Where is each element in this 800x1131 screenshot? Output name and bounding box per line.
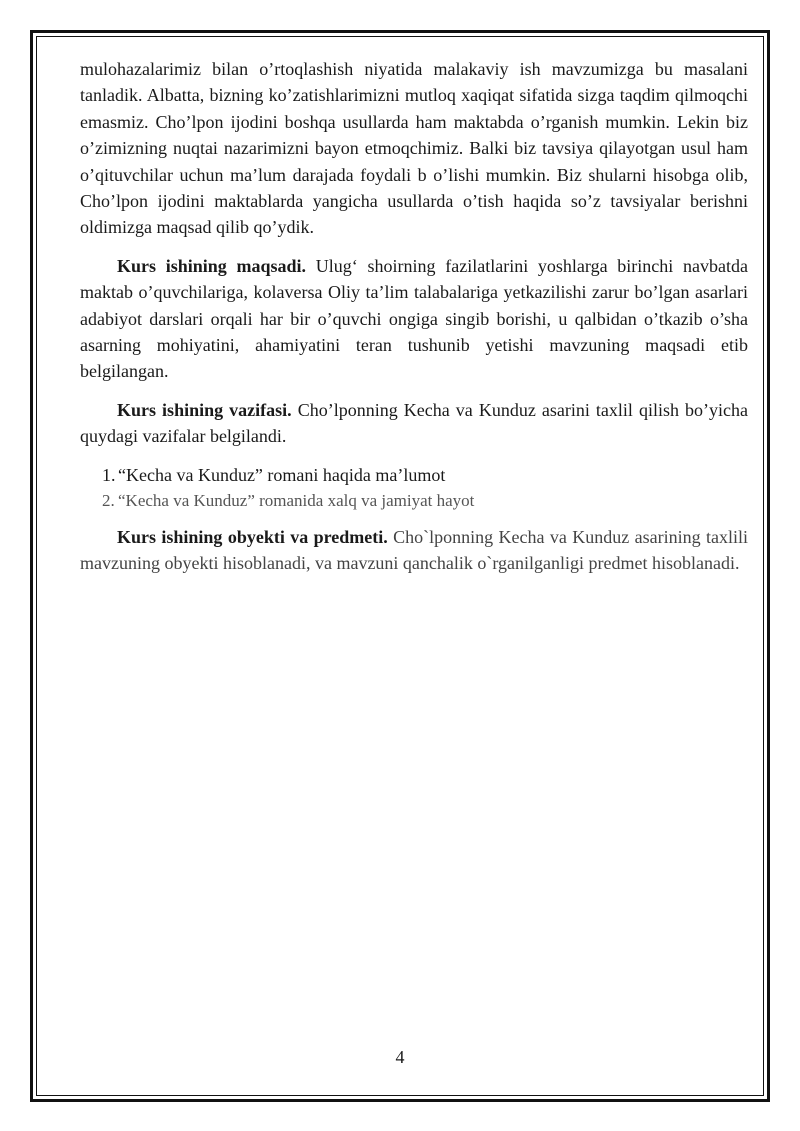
tasks-heading: Kurs ishining vazifasi. xyxy=(117,399,292,420)
list-item-text: “Kecha va Kunduz” romani haqida ma’lumot xyxy=(118,464,446,485)
intro-paragraph: mulohazalarimiz bilan o’rtoqlashish niyatida malakaviy ish mavzumizga bu masalani tanladik. Albatta, bizning ko’zatishlarimizni mutloq xaqiqat sifatida sizga taqdim qilmoqchi emasmiz. Cho’lpon ijodini boshqa usullarda ham maktabda o’rganish mumkin. Lekin biz o’zimizning nuqtai nazarimizni bayon etmoqchimiz. Balki biz tavsiya qilayotgan usul ham o’qituvchilar uchun ma’lum darajada foydali b o’lishi mumkin. Biz shularni hisobga olib, Cho’lpon ijodini maktablarda yangicha usullarda o’tish haqida so’z tavsiyalar berishni oldimizga maqsad qilib qo’ydik. xyxy=(80,59,748,238)
object-text: Cho`lponning Kecha va Kunduz asarining taxlili mavzuning obyekti hisoblanadi, va mavzuni qanchalik o`rganilganligi predmet hisoblanadi. xyxy=(80,526,748,574)
document-body xyxy=(80,56,748,589)
object-paragraph xyxy=(80,524,748,577)
goal-paragraph xyxy=(80,253,748,385)
goal-text: Ulug‘ shoirning fazilatlarini yoshlarga birinchi navbatda maktab o’quvchilariga, kolaversa Oliy ta’lim talabalariga yetkazilishi zarur bo’lgan asarlari adabiyot darslari orqali har bir o’quvchi ongiga singib borishi, u qalbidan o’tkazib o’sha asarning mohiyatini, ahamiyatini teran tushunib yetishi mavzuning maqsadi etib belgilangan. xyxy=(80,255,748,382)
list-item-number: 2. xyxy=(102,490,115,510)
list-item xyxy=(80,488,748,514)
tasks-paragraph xyxy=(80,397,748,450)
list-item xyxy=(80,462,748,488)
tasks-list xyxy=(80,462,748,514)
list-item-text: “Kecha va Kunduz” romanida xalq va jamiyat hayot xyxy=(118,490,475,510)
object-heading: Kurs ishining obyekti va predmeti. xyxy=(117,526,388,547)
tasks-text: Cho’lponning Kecha va Kunduz asarini taxlil qilish bo’yicha quydagi vazifalar belgilandi. xyxy=(80,399,748,447)
list-item-number: 1. xyxy=(102,464,116,485)
goal-heading: Kurs ishining maqsadi. xyxy=(117,255,307,276)
page-number: 4 xyxy=(395,1047,405,1067)
